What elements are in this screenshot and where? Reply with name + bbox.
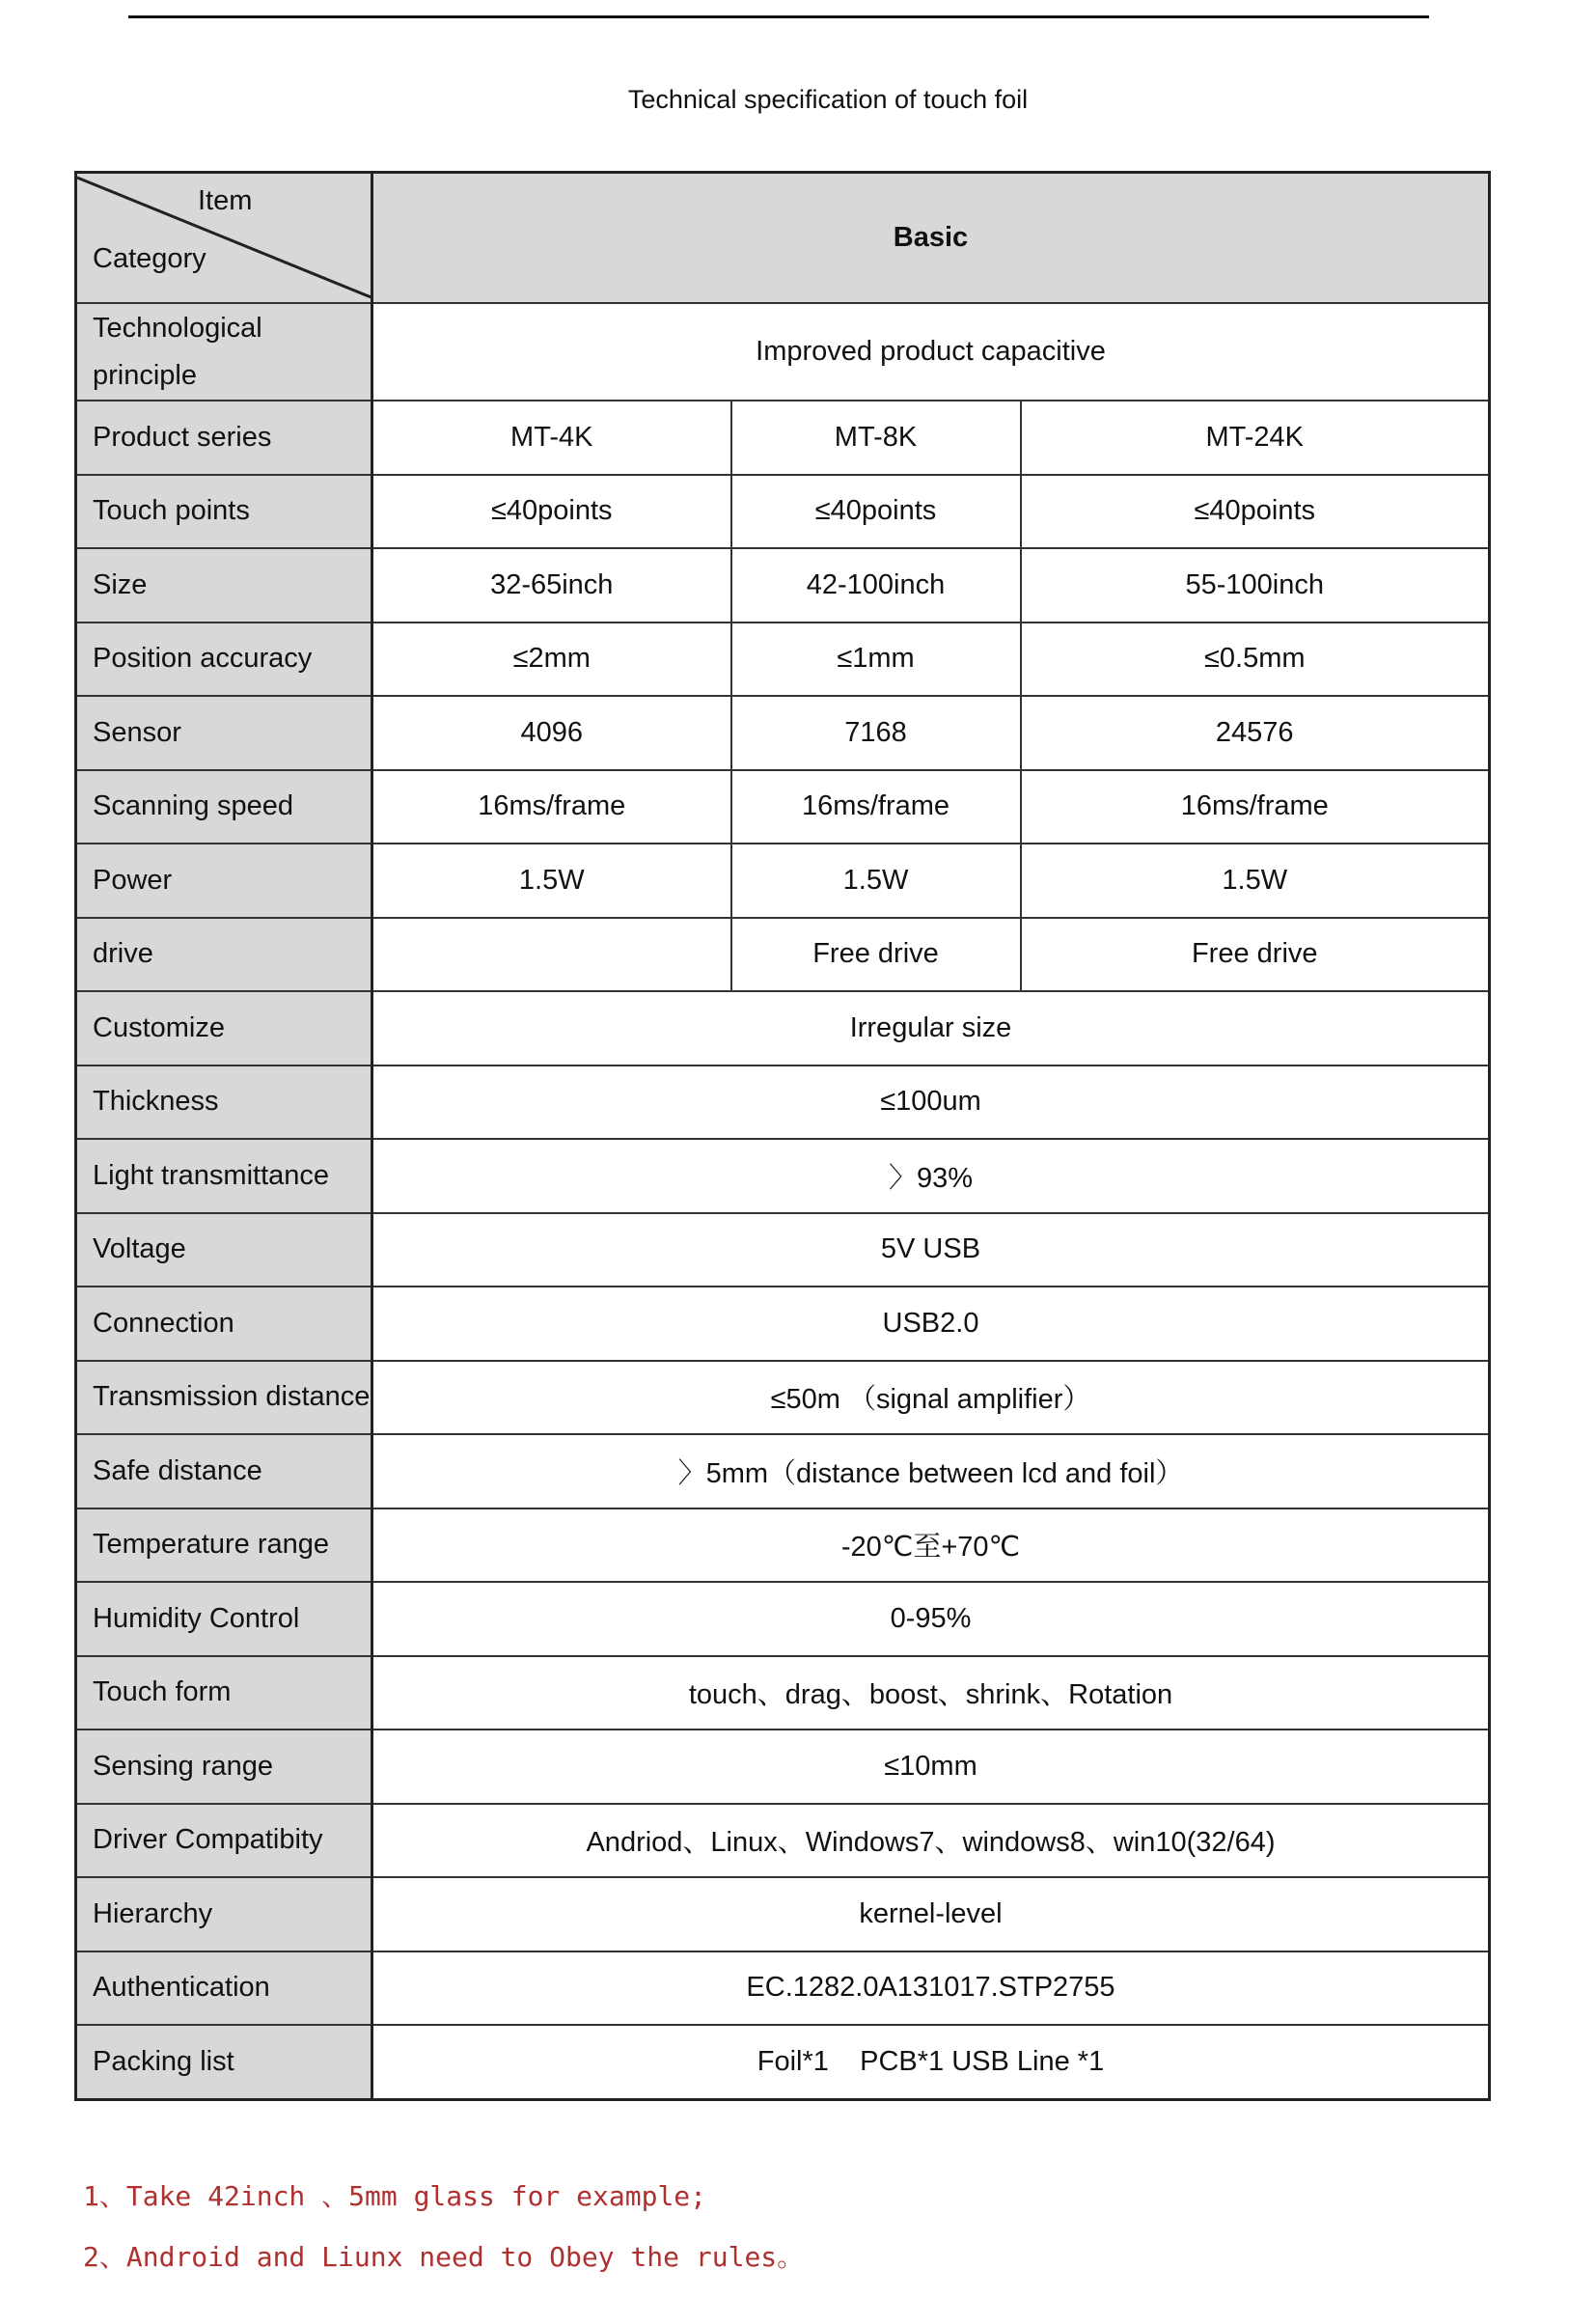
- table-row: [76, 1434, 1490, 1508]
- row-label: Size: [76, 548, 372, 623]
- row-label: Light transmittance: [76, 1139, 372, 1213]
- row-label: drive: [76, 918, 372, 992]
- row-value: 〉93%: [372, 1139, 1490, 1213]
- row-value: Improved product capacitive: [372, 303, 1490, 401]
- table-row: [76, 2025, 1490, 2099]
- row-value: USB2.0: [372, 1287, 1490, 1361]
- row-value: Andriod、Linux、Windows7、windows8、win10(32/64): [372, 1804, 1490, 1878]
- item-category-header: [76, 173, 372, 304]
- row-value-mt8k: 16ms/frame: [731, 770, 1021, 844]
- table-row: [76, 770, 1490, 844]
- row-value-mt4k: [372, 918, 731, 992]
- row-value-mt24k: ≤40points: [1021, 475, 1490, 549]
- row-label: Power: [76, 844, 372, 918]
- row-label: [76, 303, 372, 401]
- row-value: Irregular size: [372, 991, 1490, 1065]
- row-label: Customize: [76, 991, 372, 1065]
- row-value-mt24k: 24576: [1021, 696, 1490, 770]
- row-label: Authentication: [76, 1951, 372, 2026]
- row-value: kernel-level: [372, 1877, 1490, 1951]
- table-row: [76, 991, 1490, 1065]
- row-label: Packing list: [76, 2025, 372, 2099]
- row-label: Voltage: [76, 1213, 372, 1287]
- table-row: [76, 1877, 1490, 1951]
- row-label: Driver Compatibity: [76, 1804, 372, 1878]
- row-label: Transmission distance: [76, 1361, 372, 1435]
- item-label: Item: [198, 185, 253, 216]
- row-label-line2: principle: [93, 359, 197, 391]
- row-value: Foil*1 PCB*1 USB Line *1: [372, 2025, 1490, 2099]
- table-row: [76, 1730, 1490, 1804]
- row-label: Safe distance: [76, 1434, 372, 1508]
- row-label: Sensing range: [76, 1730, 372, 1804]
- footnote-2: 2、Android and Liunx need to Obey the rules。: [83, 2241, 805, 2273]
- row-value: ≤50m （signal amplifier）: [372, 1361, 1490, 1435]
- row-value-mt24k: 16ms/frame: [1021, 770, 1490, 844]
- footnotes: [83, 2175, 804, 2297]
- table-row: [76, 303, 1490, 401]
- row-label: Position accuracy: [76, 623, 372, 697]
- table-row: [76, 1951, 1490, 2026]
- footnote-1: 1、Take 42inch 、5mm glass for example;: [83, 2180, 707, 2212]
- row-label: Touch form: [76, 1656, 372, 1730]
- row-value-mt8k: 1.5W: [731, 844, 1021, 918]
- table-row: [76, 1804, 1490, 1878]
- row-value-mt4k: ≤40points: [372, 475, 731, 549]
- table-row: [76, 401, 1490, 475]
- table-row: [76, 475, 1490, 549]
- row-value: 5V USB: [372, 1213, 1490, 1287]
- table-row: [76, 844, 1490, 918]
- table-row: [76, 1361, 1490, 1435]
- table-row: [76, 1287, 1490, 1361]
- row-value-mt8k: 42-100inch: [731, 548, 1021, 623]
- row-value-mt4k: 4096: [372, 696, 731, 770]
- spec-table: [74, 171, 1491, 2101]
- row-label: Touch points: [76, 475, 372, 549]
- row-value-mt24k: 1.5W: [1021, 844, 1490, 918]
- table-row: [76, 1139, 1490, 1213]
- row-value-mt4k: 32-65inch: [372, 548, 731, 623]
- header-row: [76, 173, 1490, 304]
- row-value-mt24k: 55-100inch: [1021, 548, 1490, 623]
- row-value-mt4k: 16ms/frame: [372, 770, 731, 844]
- category-label: Category: [93, 243, 206, 274]
- row-value-mt24k: ≤0.5mm: [1021, 623, 1490, 697]
- row-value-mt24k: Free drive: [1021, 918, 1490, 992]
- row-value-mt24k: MT-24K: [1021, 401, 1490, 475]
- row-value-mt4k: ≤2mm: [372, 623, 731, 697]
- row-value-mt4k: 1.5W: [372, 844, 731, 918]
- row-value: EC.1282.0A131017.STP2755: [372, 1951, 1490, 2026]
- table-row: [76, 918, 1490, 992]
- row-label: Connection: [76, 1287, 372, 1361]
- row-label: Scanning speed: [76, 770, 372, 844]
- table-row: [76, 1582, 1490, 1656]
- row-label: Humidity Control: [76, 1582, 372, 1656]
- table-row: [76, 1508, 1490, 1583]
- table-row: [76, 1065, 1490, 1140]
- row-value-mt4k: MT-4K: [372, 401, 731, 475]
- row-label: Product series: [76, 401, 372, 475]
- row-label: Hierarchy: [76, 1877, 372, 1951]
- row-value: 0-95%: [372, 1582, 1490, 1656]
- row-value-mt8k: 7168: [731, 696, 1021, 770]
- row-label: Sensor: [76, 696, 372, 770]
- row-value: 〉5mm（distance between lcd and foil）: [372, 1434, 1490, 1508]
- table-row: [76, 696, 1490, 770]
- top-rule: [128, 15, 1429, 18]
- table-row: [76, 1213, 1490, 1287]
- row-value-mt8k: ≤40points: [731, 475, 1021, 549]
- row-value-mt8k: MT-8K: [731, 401, 1021, 475]
- row-value-mt8k: ≤1mm: [731, 623, 1021, 697]
- table-row: [76, 623, 1490, 697]
- basic-header: Basic: [372, 173, 1490, 304]
- row-value: -20℃至+70℃: [372, 1508, 1490, 1583]
- row-label-line1: Technological: [93, 312, 262, 344]
- row-value: ≤100um: [372, 1065, 1490, 1140]
- row-label: Temperature range: [76, 1508, 372, 1583]
- row-label: Thickness: [76, 1065, 372, 1140]
- document-title: Technical specification of touch foil: [627, 85, 1029, 114]
- table-row: [76, 548, 1490, 623]
- row-value: touch、drag、boost、shrink、Rotation: [372, 1656, 1490, 1730]
- row-value-mt8k: Free drive: [731, 918, 1021, 992]
- table-row: [76, 1656, 1490, 1730]
- row-value: ≤10mm: [372, 1730, 1490, 1804]
